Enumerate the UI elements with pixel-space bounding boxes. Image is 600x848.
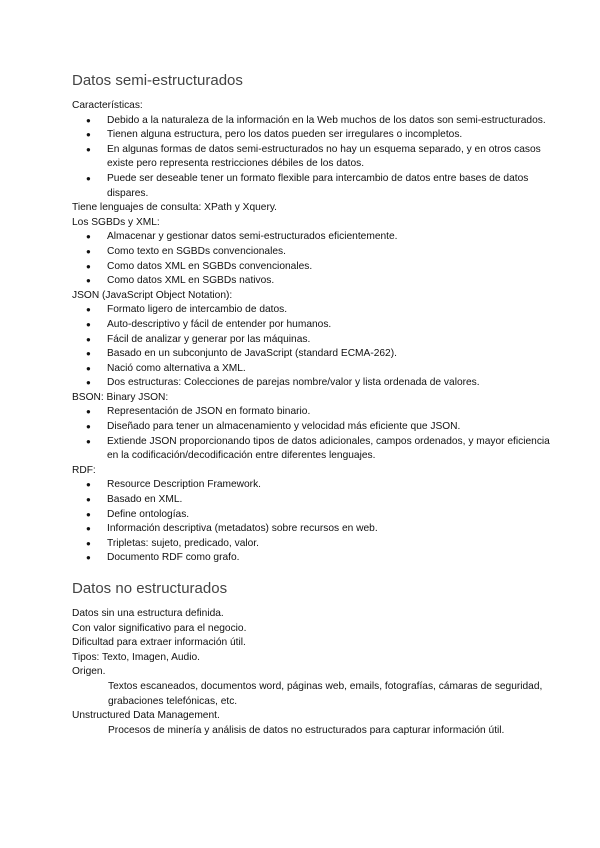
udm-label: Unstructured Data Management. [72,710,220,722]
bson-list [72,405,550,463]
list-item: ● Basado en un subconjunto de JavaScript (standard ECMA-262). [72,347,550,362]
caracteristicas-list [72,114,550,202]
rdf-list [72,478,550,566]
list-item: ● Como texto en SGBDs convencionales. [72,245,550,260]
list-item: ● Tienen alguna estructura, pero los datos pueden ser irregulares o incompletos. [72,128,550,143]
list-item: ● Basado en XML. [72,493,550,508]
json-list [72,303,550,391]
unstructured-line-2: Con valor significativo para el negocio. [72,622,247,634]
list-item: ● Dos estructuras: Colecciones de parejas nombre/valor y lista ordenada de valores. [72,376,550,391]
list-item: ● Resource Description Framework. [72,478,550,493]
list-item: ● Información descriptiva (metadatos) sobre recursos en web. [72,522,550,537]
list-item: ● Puede ser deseable tener un formato flexible para intercambio de datos entre bases de datos dispares. [72,172,550,201]
caracteristicas-label: Características: [72,100,143,111]
list-item: ● Debido a la naturaleza de la información en la Web muchos de los datos son semi-estructurados. [72,114,550,129]
unstructured-line-1: Datos sin una estructura definida. [72,608,224,619]
list-item: ● Como datos XML en SGBDs nativos. [72,274,550,289]
list-item: ● Auto-descriptivo y fácil de entender por humanos. [72,318,550,333]
list-item: ● Define ontologías. [72,508,550,523]
sgbds-label: Los SGBDs y XML: [72,216,160,228]
bson-label: BSON: Binary JSON: [72,391,169,403]
list-item: ● Formato ligero de intercambio de datos. [72,303,550,318]
list-item: ● Como datos XML en SGBDs convencionales. [72,260,550,275]
rdf-label: RDF: [72,464,96,476]
list-item: ● Extiende JSON proporcionando tipos de datos adicionales, campos ordenados, y mayor eficiencia en la codificación/decodificación entre diferentes lenguajes. [72,435,550,464]
json-label: JSON (JavaScript Object Notation): [72,289,233,301]
list-item: ● Diseñado para tener un almacenamiento y velocidad más eficiente que JSON. [72,420,550,435]
unstructured-line-3: Dificultad para extraer información útil. [72,637,246,649]
list-item: ● Tripletas: sujeto, predicado, valor. [72,537,550,552]
list-item: ● Documento RDF como grafo. [72,551,550,566]
sgbds-list [72,230,550,288]
udm-text: Procesos de minería y análisis de datos no estructurados para capturar información útil. [108,724,505,736]
list-item: ● Representación de JSON en formato binario. [72,405,550,420]
consulta-line: Tiene lenguajes de consulta: XPath y Xquery. [72,202,278,214]
section-title-unstructured: Datos no estructurados [72,580,228,597]
list-item: ● Almacenar y gestionar datos semi-estructurados eficientemente. [72,230,550,245]
section-title-semi-structured: Datos semi-estructurados [72,72,243,89]
list-item: ● Fácil de analizar y generar por las máquinas. [72,333,550,348]
list-item: ● Nació como alternativa a XML. [72,362,550,377]
unstructured-line-4: Tipos: Texto, Imagen, Audio. [72,651,200,663]
origen-label: Origen. [72,666,106,678]
list-item: ● En algunas formas de datos semi-estructurados no hay un esquema separado, y en otros casos existe pero representa restricciones débiles de los datos. [72,143,550,172]
origen-text: Textos escaneados, documentos word, páginas web, emails, fotografías, cámaras de seguridad, grabaciones telefónicas, etc. [108,680,543,707]
